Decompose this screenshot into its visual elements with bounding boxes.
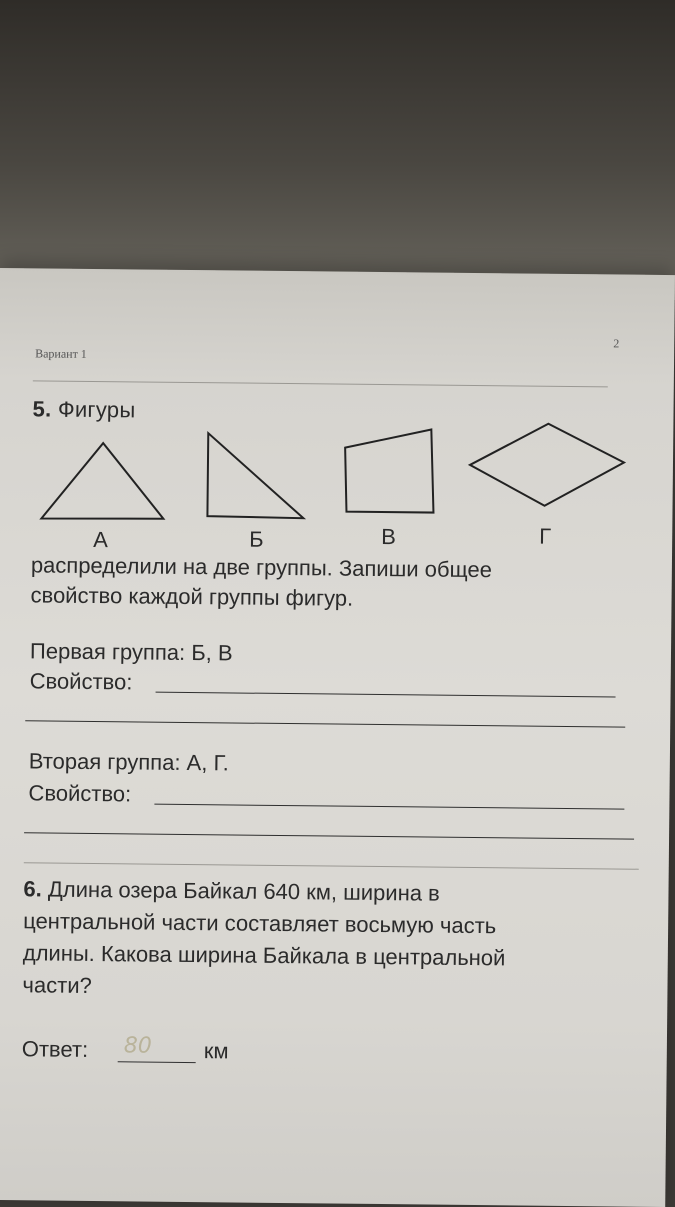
group2-property-line[interactable] [154,804,624,810]
group1-label: Первая группа: Б, В [29,638,233,666]
task5-title: Фигуры [57,396,136,423]
right-triangle-b-shape [207,433,304,518]
answer-label: Ответ: [21,1036,89,1062]
task6-line1 [23,876,440,906]
page-number: 2 [613,336,620,351]
task6-line2: центральной части составляет восьмую часть [23,908,497,939]
worksheet-page [0,268,675,1207]
figure-label-g: Г [539,523,552,549]
variant-header: Вариант 1 [35,346,87,361]
group1-property-line[interactable] [156,692,616,698]
quadrilateral-v-shape [344,429,434,513]
background-table [0,0,675,300]
answer-handwritten-value: 80 [123,1033,152,1059]
group2-extra-line[interactable] [24,832,634,839]
task6-line4: части? [22,972,92,998]
section-divider [24,862,639,869]
task5-statement-line1: распределили на две группы. Запиши общее [30,552,493,583]
group2-property-label: Свойство: [28,780,132,807]
task6-number: 6. [23,876,42,902]
answer-line[interactable] [118,1061,196,1063]
group1-extra-line[interactable] [25,720,625,727]
group2-label: Вторая группа: А, Г. [28,748,230,776]
group1-property-label: Свойство: [29,668,133,695]
figure-label-v: В [381,524,397,550]
figure-label-b: Б [249,526,265,552]
answer-unit: км [203,1038,229,1064]
task6-text-line1: Длина озера Байкал 640 км, ширина в [47,876,440,906]
figure-label-a: А [93,526,109,553]
triangle-a-shape [41,442,164,519]
task5-statement-line2: свойство каждой группы фигур. [30,582,354,611]
task5-number: 5. [32,396,52,422]
rhombus-g-shape [470,423,625,507]
task6-line3: длины. Какова ширина Байкала в центральной [22,940,506,971]
